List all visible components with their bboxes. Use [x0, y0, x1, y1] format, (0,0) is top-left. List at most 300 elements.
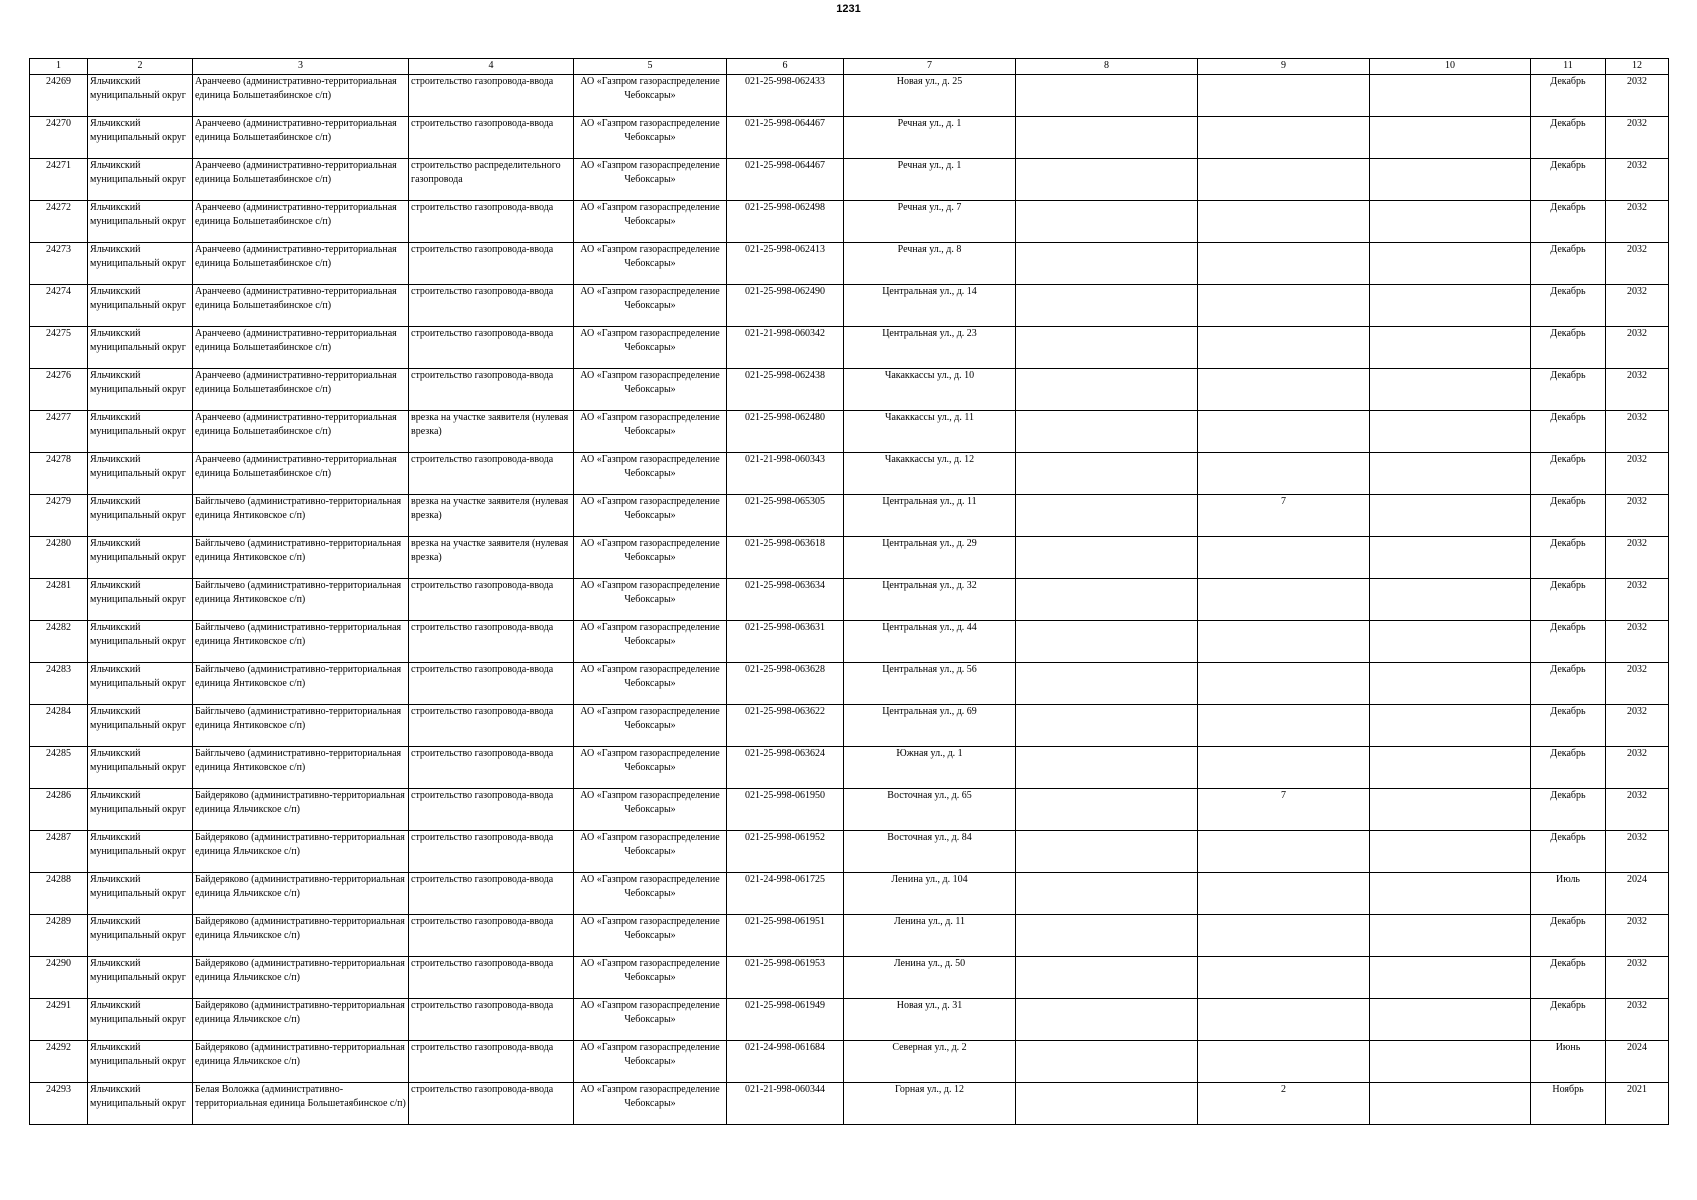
cell-col-10: [1370, 369, 1531, 411]
cell-text: строительство газопровода-ввода: [411, 790, 554, 801]
cell-settlement: [193, 579, 409, 621]
cell-text: АО «Газпром газораспределение Чебоксары»: [580, 748, 720, 773]
cell-text: [1200, 915, 1367, 956]
cell-text: Байглычево (административно-территориальная единица Янтиковское с/п): [195, 496, 402, 521]
cell-col-10: [1370, 1041, 1531, 1083]
cell-text: 021-25-998-063628: [745, 664, 825, 675]
cell-settlement: [193, 201, 409, 243]
cell-text: Байдеряково (административно-территориальная единица Яльчикское с/п): [195, 832, 405, 857]
cell-application-number: [727, 747, 844, 789]
cell-col-9: [1198, 621, 1370, 663]
cell-text: АО «Газпром газораспределение Чебоксары»: [580, 202, 720, 227]
cell-organization: [574, 327, 727, 369]
cell-col-10: [1370, 327, 1531, 369]
cell-text: 021-24-998-061684: [745, 1042, 825, 1053]
cell-col-8: [1016, 705, 1198, 747]
cell-text: Декабрь: [1550, 622, 1586, 633]
cell-text: строительство газопровода-ввода: [411, 202, 554, 213]
cell-col-8: [1016, 579, 1198, 621]
cell-col-9: [1198, 957, 1370, 999]
cell-text: Центральная ул., д. 32: [882, 580, 977, 591]
cell-address: [844, 117, 1016, 159]
cell-text: Декабрь: [1550, 706, 1586, 717]
cell-col-10: [1370, 621, 1531, 663]
cell-municipality: [88, 1041, 193, 1083]
cell-text: 24283: [46, 664, 71, 675]
cell-text: [1018, 957, 1195, 998]
cell-text: АО «Газпром газораспределение Чебоксары»: [580, 76, 720, 101]
cell-year: [1606, 243, 1669, 285]
cell-text: 2032: [1627, 412, 1647, 423]
cell-work-type: [409, 243, 574, 285]
cell-col-9: [1198, 411, 1370, 453]
cell-text: Яльчикский муниципальный округ: [90, 76, 186, 101]
cell-month: [1531, 663, 1606, 705]
cell-organization: [574, 1083, 727, 1125]
cell-text: Центральная ул., д. 14: [882, 286, 977, 297]
cell-settlement: [193, 999, 409, 1041]
cell-text: Аранчеево (административно-территориальная единица Большетаябинское с/п): [195, 286, 397, 311]
cell-application-number: [727, 495, 844, 537]
table-row: [30, 831, 1669, 873]
cell-text: Аранчеево (административно-территориальная единица Большетаябинское с/п): [195, 202, 397, 227]
cell-text: Ленина ул., д. 104: [891, 874, 968, 885]
cell-text: [1018, 999, 1195, 1040]
table-row: [30, 999, 1669, 1041]
cell-col-10: [1370, 159, 1531, 201]
cell-application-number: [727, 285, 844, 327]
cell-text: строительство газопровода-ввода: [411, 1042, 554, 1053]
header-row: [30, 59, 1669, 75]
cell-text: 2032: [1627, 622, 1647, 633]
cell-col-8: [1016, 1083, 1198, 1125]
cell-text: АО «Газпром газораспределение Чебоксары»: [580, 874, 720, 899]
cell-text: 2032: [1627, 370, 1647, 381]
cell-month: [1531, 453, 1606, 495]
cell-text: [1372, 495, 1528, 536]
cell-work-type: [409, 957, 574, 999]
cell-text: АО «Газпром газораспределение Чебоксары»: [580, 958, 720, 983]
cell-text: Яльчикский муниципальный округ: [90, 454, 186, 479]
cell-text: 021-24-998-061725: [745, 874, 825, 885]
cell-text: 021-25-998-061951: [745, 916, 825, 927]
cell-text: Байглычево (административно-территориальная единица Янтиковское с/п): [195, 664, 402, 689]
cell-month: [1531, 369, 1606, 411]
column-header-6: 6: [727, 59, 844, 75]
cell-col-9: [1198, 201, 1370, 243]
cell-municipality: [88, 831, 193, 873]
cell-text: АО «Газпром газораспределение Чебоксары»: [580, 538, 720, 563]
cell-year: [1606, 873, 1669, 915]
cell-text: [1200, 663, 1367, 704]
cell-text: [1018, 117, 1195, 158]
cell-address: [844, 999, 1016, 1041]
cell-record-number: [30, 663, 88, 705]
cell-text: [1372, 411, 1528, 452]
cell-text: АО «Газпром газораспределение Чебоксары»: [580, 1084, 720, 1109]
cell-record-number: [30, 453, 88, 495]
cell-month: [1531, 201, 1606, 243]
cell-text: 24277: [46, 412, 71, 423]
cell-col-9: [1198, 243, 1370, 285]
cell-text: Декабрь: [1550, 76, 1586, 87]
cell-col-8: [1016, 327, 1198, 369]
cell-text: [1372, 537, 1528, 578]
cell-work-type: [409, 579, 574, 621]
cell-text: [1200, 873, 1367, 914]
cell-text: [1018, 495, 1195, 536]
page-number: 1231: [836, 3, 861, 15]
cell-text: [1372, 789, 1528, 830]
cell-text: Северная ул., д. 2: [892, 1042, 967, 1053]
cell-col-10: [1370, 75, 1531, 117]
cell-municipality: [88, 1083, 193, 1125]
cell-col-9: [1198, 579, 1370, 621]
cell-text: строительство газопровода-ввода: [411, 118, 554, 129]
cell-col-10: [1370, 537, 1531, 579]
cell-year: [1606, 369, 1669, 411]
cell-year: [1606, 285, 1669, 327]
cell-address: [844, 1041, 1016, 1083]
cell-municipality: [88, 117, 193, 159]
cell-text: АО «Газпром газораспределение Чебоксары»: [580, 1000, 720, 1025]
cell-text: [1372, 1041, 1528, 1082]
cell-settlement: [193, 957, 409, 999]
cell-col-10: [1370, 957, 1531, 999]
cell-text: 24281: [46, 580, 71, 591]
cell-col-10: [1370, 495, 1531, 537]
cell-application-number: [727, 999, 844, 1041]
cell-organization: [574, 243, 727, 285]
cell-col-8: [1016, 1041, 1198, 1083]
cell-text: Центральная ул., д. 44: [882, 622, 977, 633]
cell-address: [844, 75, 1016, 117]
cell-month: [1531, 579, 1606, 621]
cell-text: [1200, 369, 1367, 410]
cell-settlement: [193, 873, 409, 915]
cell-text: Байдеряково (административно-территориальная единица Яльчикское с/п): [195, 790, 405, 815]
cell-settlement: [193, 117, 409, 159]
cell-text: Речная ул., д. 1: [897, 118, 962, 129]
column-header-12: 12: [1606, 59, 1669, 75]
cell-col-9: [1198, 705, 1370, 747]
cell-address: [844, 873, 1016, 915]
column-header-8: 8: [1016, 59, 1198, 75]
cell-text: Декабрь: [1550, 958, 1586, 969]
cell-text: Ноябрь: [1552, 1084, 1584, 1095]
cell-municipality: [88, 75, 193, 117]
cell-work-type: [409, 537, 574, 579]
cell-application-number: [727, 1083, 844, 1125]
cell-col-10: [1370, 579, 1531, 621]
table-row: [30, 1041, 1669, 1083]
cell-text: 021-25-998-061950: [745, 790, 825, 801]
cell-year: [1606, 1083, 1669, 1125]
cell-col-8: [1016, 873, 1198, 915]
cell-municipality: [88, 747, 193, 789]
cell-text: 24271: [46, 160, 71, 171]
cell-year: [1606, 117, 1669, 159]
cell-text: Байдеряково (административно-территориальная единица Яльчикское с/п): [195, 916, 405, 941]
cell-col-9: [1198, 663, 1370, 705]
cell-year: [1606, 915, 1669, 957]
cell-text: 021-25-998-063631: [745, 622, 825, 633]
cell-record-number: [30, 1083, 88, 1125]
cell-application-number: [727, 243, 844, 285]
cell-text: 2032: [1627, 76, 1647, 87]
cell-text: Декабрь: [1550, 160, 1586, 171]
cell-text: строительство газопровода-ввода: [411, 958, 554, 969]
cell-col-9: [1198, 453, 1370, 495]
cell-text: 021-21-998-060342: [745, 328, 825, 339]
cell-text: 021-25-998-063622: [745, 706, 825, 717]
cell-text: врезка на участке заявителя (нулевая врезка): [411, 412, 569, 437]
cell-organization: [574, 999, 727, 1041]
column-header-9: 9: [1198, 59, 1370, 75]
cell-text: Декабрь: [1550, 580, 1586, 591]
cell-settlement: [193, 537, 409, 579]
cell-work-type: [409, 831, 574, 873]
cell-address: [844, 327, 1016, 369]
cell-text: 24276: [46, 370, 71, 381]
cell-text: [1372, 159, 1528, 200]
cell-year: [1606, 159, 1669, 201]
cell-text: 24291: [46, 1000, 71, 1011]
table-row: [30, 327, 1669, 369]
cell-settlement: [193, 285, 409, 327]
cell-text: Центральная ул., д. 69: [882, 706, 977, 717]
cell-settlement: [193, 747, 409, 789]
cell-text: [1018, 327, 1195, 368]
cell-organization: [574, 831, 727, 873]
cell-text: [1018, 369, 1195, 410]
cell-address: [844, 663, 1016, 705]
cell-col-8: [1016, 159, 1198, 201]
column-header-2: 2: [88, 59, 193, 75]
table-row: [30, 453, 1669, 495]
cell-text: Центральная ул., д. 29: [882, 538, 977, 549]
cell-text: [1200, 327, 1367, 368]
cell-col-8: [1016, 915, 1198, 957]
cell-application-number: [727, 579, 844, 621]
cell-municipality: [88, 495, 193, 537]
cell-work-type: [409, 663, 574, 705]
table-row: [30, 75, 1669, 117]
cell-text: Центральная ул., д. 23: [882, 328, 977, 339]
cell-work-type: [409, 285, 574, 327]
cell-text: Чакаккассы ул., д. 10: [884, 370, 975, 381]
cell-text: 2024: [1627, 874, 1647, 885]
cell-record-number: [30, 159, 88, 201]
column-header-11: 11: [1531, 59, 1606, 75]
column-header-1: 1: [30, 59, 88, 75]
cell-text: 021-21-998-060343: [745, 454, 825, 465]
cell-text: [1018, 831, 1195, 872]
cell-text: Аранчеево (административно-территориальная единица Большетаябинское с/п): [195, 160, 397, 185]
cell-text: строительство газопровода-ввода: [411, 370, 554, 381]
cell-text: Южная ул., д. 1: [896, 748, 963, 759]
cell-text: [1372, 75, 1528, 116]
cell-text: Яльчикский муниципальный округ: [90, 622, 186, 647]
cell-application-number: [727, 789, 844, 831]
cell-col-9: [1198, 831, 1370, 873]
table-row: [30, 663, 1669, 705]
cell-address: [844, 579, 1016, 621]
cell-text: АО «Газпром газораспределение Чебоксары»: [580, 454, 720, 479]
cell-col-8: [1016, 117, 1198, 159]
cell-text: Байдеряково (административно-территориальная единица Яльчикское с/п): [195, 958, 405, 983]
table-row: [30, 369, 1669, 411]
cell-settlement: [193, 705, 409, 747]
cell-record-number: [30, 327, 88, 369]
cell-text: [1372, 873, 1528, 914]
cell-text: Яльчикский муниципальный округ: [90, 244, 186, 269]
cell-text: Восточная ул., д. 84: [887, 832, 972, 843]
cell-municipality: [88, 579, 193, 621]
cell-text: [1372, 915, 1528, 956]
cell-organization: [574, 1041, 727, 1083]
cell-record-number: [30, 411, 88, 453]
cell-text: [1200, 621, 1367, 662]
cell-text: 021-25-998-062498: [745, 202, 825, 213]
cell-text: [1200, 831, 1367, 872]
cell-col-8: [1016, 831, 1198, 873]
cell-text: Чакаккассы ул., д. 11: [885, 412, 974, 423]
cell-text: [1018, 537, 1195, 578]
cell-organization: [574, 621, 727, 663]
cell-municipality: [88, 453, 193, 495]
cell-text: 24284: [46, 706, 71, 717]
cell-text: 2032: [1627, 160, 1647, 171]
cell-year: [1606, 747, 1669, 789]
cell-col-8: [1016, 453, 1198, 495]
cell-application-number: [727, 201, 844, 243]
cell-text: Яльчикский муниципальный округ: [90, 748, 186, 773]
cell-text: Аранчеево (административно-территориальная единица Большетаябинское с/п): [195, 454, 397, 479]
cell-text: Яльчикский муниципальный округ: [90, 370, 186, 395]
cell-col-8: [1016, 201, 1198, 243]
cell-month: [1531, 705, 1606, 747]
cell-settlement: [193, 1083, 409, 1125]
table-header: [30, 59, 1669, 75]
cell-month: [1531, 621, 1606, 663]
cell-organization: [574, 201, 727, 243]
cell-col-10: [1370, 831, 1531, 873]
cell-record-number: [30, 201, 88, 243]
cell-text: Яльчикский муниципальный округ: [90, 1042, 186, 1067]
cell-record-number: [30, 75, 88, 117]
cell-text: строительство газопровода-ввода: [411, 706, 554, 717]
cell-text: строительство газопровода-ввода: [411, 622, 554, 633]
cell-organization: [574, 453, 727, 495]
cell-text: Аранчеево (административно-территориальная единица Большетаябинское с/п): [195, 412, 397, 437]
cell-text: [1372, 663, 1528, 704]
cell-month: [1531, 411, 1606, 453]
cell-text: [1200, 999, 1367, 1040]
cell-text: [1200, 579, 1367, 620]
cell-text: [1372, 327, 1528, 368]
cell-text: АО «Газпром газораспределение Чебоксары»: [580, 412, 720, 437]
cell-text: [1372, 705, 1528, 746]
cell-text: строительство газопровода-ввода: [411, 874, 554, 885]
cell-text: строительство газопровода-ввода: [411, 1084, 554, 1095]
cell-text: Яльчикский муниципальный округ: [90, 580, 186, 605]
register-table: [29, 58, 1669, 1125]
cell-record-number: [30, 705, 88, 747]
cell-month: [1531, 1083, 1606, 1125]
cell-text: Декабрь: [1550, 916, 1586, 927]
cell-col-8: [1016, 747, 1198, 789]
cell-col-9: [1198, 1041, 1370, 1083]
cell-text: 2032: [1627, 706, 1647, 717]
cell-month: [1531, 957, 1606, 999]
cell-municipality: [88, 201, 193, 243]
cell-text: Яльчикский муниципальный округ: [90, 790, 186, 815]
cell-text: 24278: [46, 454, 71, 465]
cell-text: 021-25-998-063618: [745, 538, 825, 549]
cell-settlement: [193, 789, 409, 831]
cell-text: [1018, 747, 1195, 788]
cell-settlement: [193, 369, 409, 411]
cell-month: [1531, 159, 1606, 201]
cell-text: [1018, 663, 1195, 704]
cell-record-number: [30, 495, 88, 537]
cell-month: [1531, 1041, 1606, 1083]
cell-record-number: [30, 831, 88, 873]
column-header-7: 7: [844, 59, 1016, 75]
cell-col-8: [1016, 537, 1198, 579]
cell-text: Байглычево (административно-территориальная единица Янтиковское с/п): [195, 706, 402, 731]
cell-address: [844, 1083, 1016, 1125]
cell-work-type: [409, 1083, 574, 1125]
table-row: [30, 159, 1669, 201]
cell-year: [1606, 999, 1669, 1041]
cell-settlement: [193, 915, 409, 957]
cell-application-number: [727, 831, 844, 873]
cell-application-number: [727, 705, 844, 747]
cell-text: Декабрь: [1550, 370, 1586, 381]
cell-work-type: [409, 327, 574, 369]
table-row: [30, 495, 1669, 537]
cell-record-number: [30, 747, 88, 789]
cell-text: 2032: [1627, 664, 1647, 675]
cell-text: строительство распределительного газопровода: [411, 160, 561, 185]
cell-text: АО «Газпром газораспределение Чебоксары»: [580, 622, 720, 647]
cell-text: Декабрь: [1550, 328, 1586, 339]
cell-address: [844, 957, 1016, 999]
cell-organization: [574, 537, 727, 579]
cell-text: 021-25-998-064467: [745, 160, 825, 171]
cell-text: Новая ул., д. 25: [896, 76, 963, 87]
cell-text: АО «Газпром газораспределение Чебоксары»: [580, 328, 720, 353]
cell-month: [1531, 117, 1606, 159]
table-row: [30, 537, 1669, 579]
cell-col-10: [1370, 873, 1531, 915]
cell-text: 2032: [1627, 832, 1647, 843]
cell-month: [1531, 495, 1606, 537]
cell-municipality: [88, 789, 193, 831]
cell-work-type: [409, 747, 574, 789]
cell-text: строительство газопровода-ввода: [411, 1000, 554, 1011]
cell-record-number: [30, 621, 88, 663]
cell-text: 7: [1281, 790, 1286, 801]
cell-text: 021-21-998-060344: [745, 1084, 825, 1095]
cell-text: АО «Газпром газораспределение Чебоксары»: [580, 370, 720, 395]
cell-text: АО «Газпром газораспределение Чебоксары»: [580, 244, 720, 269]
cell-organization: [574, 159, 727, 201]
cell-year: [1606, 957, 1669, 999]
cell-municipality: [88, 705, 193, 747]
